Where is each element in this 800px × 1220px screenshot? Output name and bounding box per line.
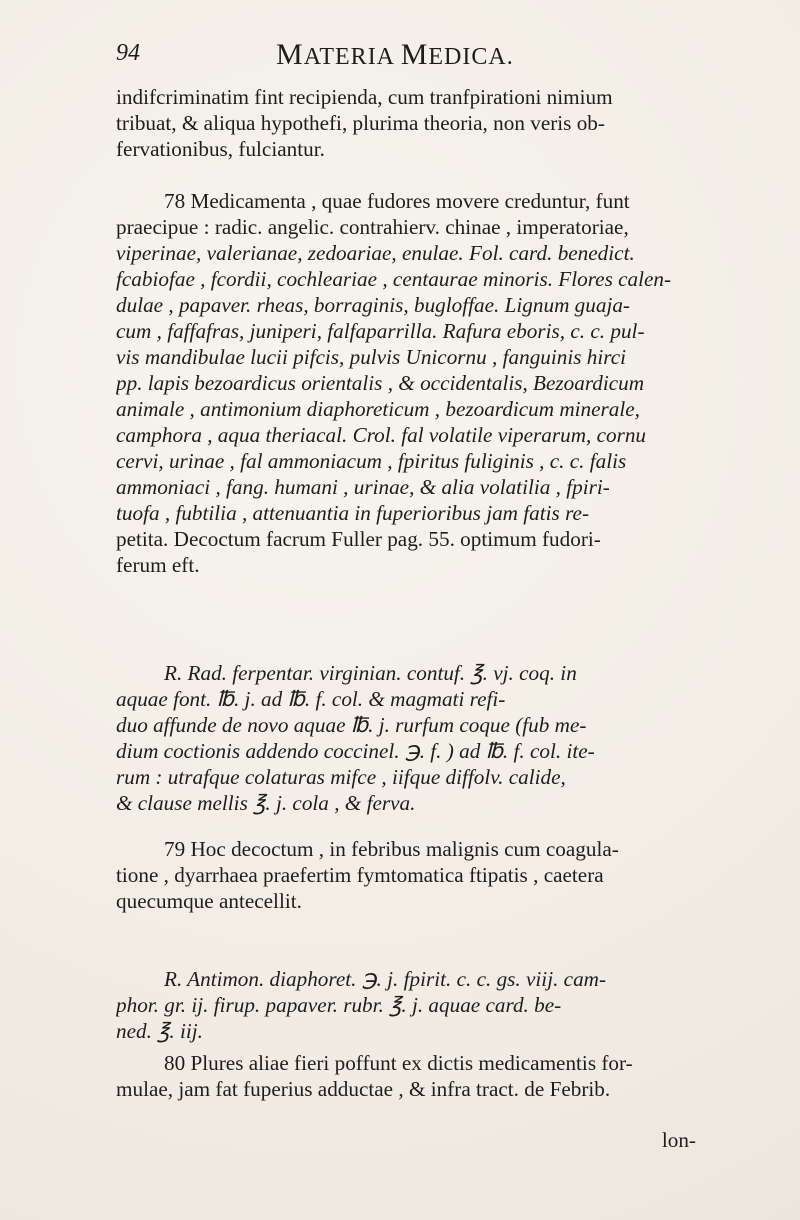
text-line: mulae, jam fat fuperius adductae , & infra tract. de Febrib. bbox=[116, 1077, 611, 1101]
text-line: praecipue : radic. angelic. contrahierv. chinae , imperatoriae, bbox=[116, 215, 629, 239]
text-line: aquae font. ℔. j. ad ℔. f. col. & magmati refi- bbox=[116, 687, 506, 711]
page-number: 94 bbox=[116, 40, 140, 66]
text-line: camphora , aqua theriacal. Crol. fal volatile viperarum, cornu bbox=[116, 423, 647, 447]
text-line: ned. ℥. iij. bbox=[116, 1019, 203, 1043]
text-line: viperinae, valerianae, zedoariae, enulae. Fol. card. benedict. bbox=[116, 241, 635, 265]
text-line: R. Antimon. diaphoret. ℈. j. fpirit. c. c. gs. viij. cam- bbox=[164, 967, 607, 991]
text-line: indifcriminatim fint recipienda, cum tranfpirationi nimium bbox=[116, 85, 613, 109]
running-head-initial-1: M bbox=[276, 38, 304, 71]
text-line: fervationibus, fulciantur. bbox=[116, 137, 325, 161]
text-line: cum , faffafras, juniperi, falfaparrilla. Rafura eboris, c. c. pul- bbox=[116, 319, 645, 343]
text-line: dium coctionis addendo coccinel. ℈. f. ) ad ℔. f. col. ite- bbox=[116, 739, 595, 763]
text-line: pp. lapis bezoardicus orientalis , & occidentalis, Bezoardicum bbox=[116, 371, 645, 395]
text-line: petita. Decoctum facrum Fuller pag. 55. optimum fudori- bbox=[116, 527, 601, 551]
text-line: phor. gr. ij. firup. papaver. rubr. ℥. j. aquae card. be- bbox=[116, 993, 562, 1017]
text-line: 78 Medicamenta , quae fudores movere creduntur, funt bbox=[164, 189, 630, 213]
text-line: 80 Plures aliae fieri poffunt ex dictis medicamentis for- bbox=[164, 1051, 633, 1075]
text-line: & clause mellis ℥. j. cola , & ferva. bbox=[116, 791, 416, 815]
text-line: tribuat, & aliqua hypothefi, plurima theoria, non veris ob- bbox=[116, 111, 605, 135]
text-line: cervi, urinae , fal ammoniacum , fpiritus fuliginis , c. c. falis bbox=[116, 449, 627, 473]
text-line: duo affunde de novo aquae ℔. j. rurfum coque (fub me- bbox=[116, 713, 587, 737]
text-line: rum : utrafque colaturas mifce , iifque diffolv. calide, bbox=[116, 765, 566, 789]
paragraph-80 bbox=[116, 1050, 696, 1102]
page-header bbox=[116, 36, 740, 80]
running-head-smallcaps-2: EDICA. bbox=[428, 44, 514, 70]
text-line: 79 Hoc decoctum , in febribus malignis cum coagula- bbox=[164, 837, 619, 861]
recipe-1 bbox=[116, 660, 696, 816]
text-line: dulae , papaver. rheas, borraginis, bugloffae. Lignum guaja- bbox=[116, 293, 630, 317]
recipe-2 bbox=[116, 966, 696, 1044]
text-line: ammoniaci , fang. humani , urinae, & alia volatilia , fpiri- bbox=[116, 475, 610, 499]
text-line: fcabiofae , fcordii, cochleariae , centaurae minoris. Flores calen- bbox=[116, 267, 672, 291]
text-line: vis mandibulae lucii pifcis, pulvis Unicornu , fanguinis hirci bbox=[116, 345, 627, 369]
paragraph-continuation bbox=[116, 84, 696, 162]
text-line: ferum eft. bbox=[116, 553, 200, 577]
text-line: R. Rad. ferpentar. virginian. contuf. ℥. vj. coq. in bbox=[164, 661, 577, 685]
catchword: lon- bbox=[661, 1128, 696, 1152]
text-line: tione , dyarrhaea praefertim fymtomatica ftipatis , caetera bbox=[116, 863, 604, 887]
text-line: quecumque antecellit. bbox=[116, 889, 302, 913]
running-head-title bbox=[276, 38, 514, 72]
paragraph-79 bbox=[116, 836, 696, 914]
text-line: animale , antimonium diaphoreticum , bezoardicum minerale, bbox=[116, 397, 640, 421]
paragraph-78 bbox=[116, 188, 696, 578]
running-head-initial-2: M bbox=[400, 38, 429, 71]
text-line: tuofa , fubtilia , attenuantia in fuperioribus jam fatis re- bbox=[116, 501, 589, 525]
running-head-smallcaps-1: ATERIA bbox=[303, 44, 401, 70]
